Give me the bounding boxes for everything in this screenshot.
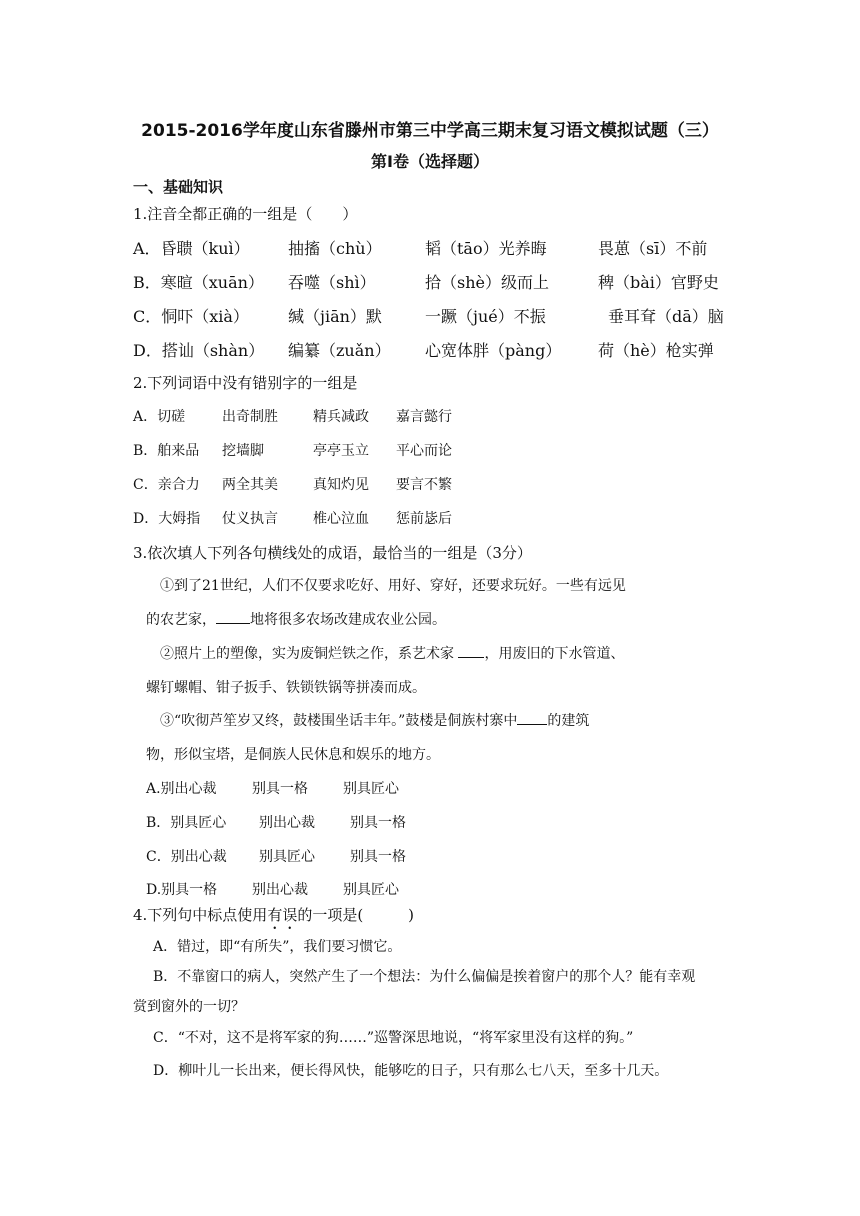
fill-blank-3 <box>517 710 547 725</box>
q2-row-a-col-1: A．切磋 <box>133 409 186 425</box>
page-title: 2015-2016学年度山东省滕州市第三中学高三期末复习语文模拟试题（三） <box>141 121 719 141</box>
q3-s1-text-before: 的农艺家， <box>146 612 216 628</box>
q3-row-d-col-3: 别具匠心 <box>343 882 399 898</box>
question-4-stem <box>133 904 414 933</box>
q3-row-d-col-1: D.别具一格 <box>146 882 218 898</box>
q4-stem-before: 4.下列句中标点使用 <box>133 906 268 924</box>
section-heading: 一、基础知识 <box>133 178 224 196</box>
q3-s1-text-after: 地将很多农场改建成农业公园。 <box>250 612 446 628</box>
question-2-stem: 2.下列词语中没有错别字的一组是 <box>133 374 358 392</box>
q3-s2-text-before: ②照片上的塑像，实为废铜烂铁之作，系艺术家 <box>160 646 459 662</box>
section-subtitle: 第Ⅰ卷（选择题） <box>371 152 489 171</box>
q3-row-b-col-2: 别出心裁 <box>259 815 315 831</box>
q3-sentence-2-line-2: 螺钉螺帽、钳子扳手、铁锁铁锅等拼凑而成。 <box>146 680 426 696</box>
q4-option-a: A．错过，即“有所失”，我们要习惯它。 <box>153 939 402 955</box>
q4-stem-after: 的一项是( ) <box>297 906 415 924</box>
q3-row-b-col-1: B．别具匠心 <box>146 815 227 831</box>
q2-row-b-col-1: B．舶来品 <box>133 443 200 459</box>
q1-row-d-col-1: D．搭讪（shàn） <box>133 341 265 360</box>
q4-stem-emphasis: 有误 <box>267 906 298 924</box>
q1-row-b-col-3: 拾（shè）级而上 <box>425 273 549 292</box>
q1-row-c-col-1: C．恫吓（xià） <box>133 307 249 326</box>
q3-row-c-col-2: 别具匠心 <box>259 849 315 865</box>
q1-row-b-col-4: 稗（bài）官野史 <box>598 273 719 292</box>
q4-option-d: D．柳叶儿一长出来，便长得风快，能够吃的日子，只有那么七八天，至多十几天。 <box>153 1063 669 1079</box>
fill-blank-2 <box>458 643 484 658</box>
q3-s3-text-after: 的建筑 <box>547 713 590 729</box>
q3-s3-text-before: ③“吹彻芦笙岁又终，鼓楼围坐话丰年。”鼓楼是侗族村寨中 <box>160 713 518 729</box>
q3-row-c-col-3: 别具一格 <box>350 849 406 865</box>
q3-row-a-col-2: 别具一格 <box>252 781 308 797</box>
q2-row-c-col-4: 要言不繁 <box>396 477 452 493</box>
q4-option-c: C．“不对，这不是将军家的狗……”巡警深思地说，“将军家里没有这样的狗。” <box>153 1030 634 1046</box>
q3-sentence-1-line-1: ①到了21世纪，人们不仅要求吃好、用好、穿好，还要求玩好。一些有远见 <box>160 578 626 594</box>
q4-option-b-line-1: B．不靠窗口的病人，突然产生了一个想法：为什么偏偏是挨着窗户的那个人？能有幸观 <box>153 969 696 985</box>
q2-row-c-col-2: 两全其美 <box>222 477 278 493</box>
q2-row-d-col-3: 椎心泣血 <box>313 511 369 527</box>
q1-row-a-col-1: A．昏聩（kuì） <box>133 239 250 258</box>
q1-row-b-col-1: B．寒暄（xuān） <box>133 273 264 292</box>
q2-row-b-col-2: 挖墙脚 <box>222 443 264 459</box>
q2-row-c-col-1: C．亲合力 <box>133 477 200 493</box>
q1-row-d-col-4: 荷（hè）枪实弹 <box>598 341 714 360</box>
q1-row-c-col-2: 缄（jiān）默 <box>288 307 382 326</box>
q3-s2-text-after: ，用废旧的下水管道、 <box>484 646 625 662</box>
q3-row-c-col-1: C．别出心裁 <box>146 849 227 865</box>
q1-row-d-col-3: 心宽体胖（pàng） <box>425 341 562 360</box>
q3-sentence-2-line-1 <box>160 643 624 663</box>
q1-row-d-col-2: 编纂（zuǎn） <box>288 341 391 360</box>
q3-sentence-3-line-1 <box>160 710 589 730</box>
q1-row-c-col-4: 垂耳耷（dā）脑 <box>608 307 724 326</box>
q3-row-d-col-2: 别出心裁 <box>252 882 308 898</box>
q3-sentence-3-line-2: 物，形似宝塔，是侗族人民休息和娱乐的地方。 <box>146 747 440 763</box>
q1-row-a-col-2: 抽搐（chù） <box>288 239 382 258</box>
q3-row-a-col-1: A.别出心裁 <box>146 781 217 797</box>
q2-row-d-col-2: 仗义执言 <box>222 511 278 527</box>
q3-row-a-col-3: 别具匠心 <box>343 781 399 797</box>
q1-row-a-col-4: 畏葸（sī）不前 <box>598 239 708 258</box>
q3-row-b-col-3: 别具一格 <box>350 815 406 831</box>
q3-sentence-1-line-2 <box>146 609 446 629</box>
q2-row-d-col-4: 惩前毖后 <box>396 511 452 527</box>
q2-row-c-col-3: 真知灼见 <box>313 477 369 493</box>
q1-row-c-col-3: 一蹶（jué）不振 <box>425 307 546 326</box>
question-3-stem: 3.依次填人下列各句横线处的成语，最恰当的一组是（3分） <box>133 544 532 562</box>
fill-blank-1 <box>216 609 250 624</box>
q4-option-b-line-2: 赏到窗外的一切？ <box>133 999 245 1015</box>
q2-row-a-col-4: 嘉言懿行 <box>396 409 452 425</box>
q2-row-d-col-1: D．大姆指 <box>133 511 201 527</box>
q2-row-b-col-3: 亭亭玉立 <box>313 443 369 459</box>
q2-row-a-col-3: 精兵减政 <box>313 409 369 425</box>
q1-row-b-col-2: 吞噬（shì） <box>288 273 376 292</box>
q2-row-b-col-4: 平心而论 <box>396 443 452 459</box>
q2-row-a-col-2: 出奇制胜 <box>222 409 278 425</box>
question-1-stem: 1.注音全都正确的一组是（ ） <box>133 205 358 223</box>
q1-row-a-col-3: 韬（tāo）光养晦 <box>425 239 547 258</box>
